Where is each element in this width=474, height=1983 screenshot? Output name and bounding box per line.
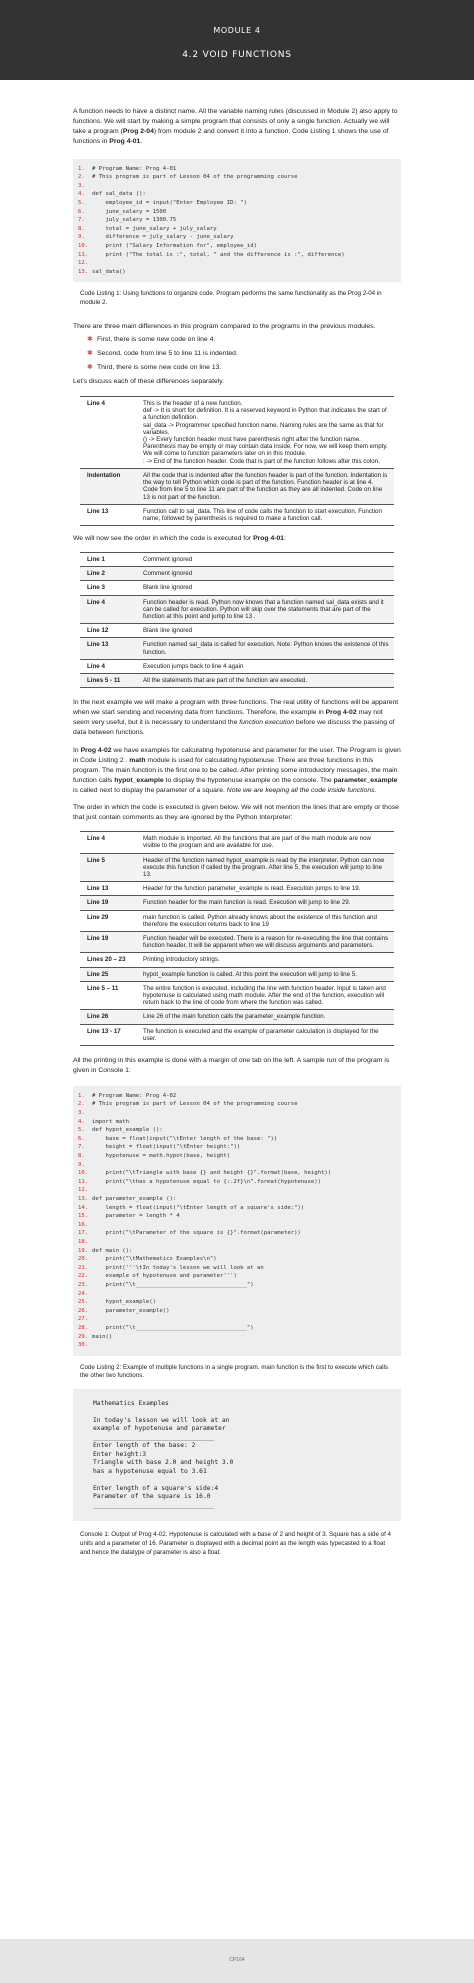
code-text: print ("The total is :", total, " and the difference is :", difference): [92, 251, 345, 258]
code-text: hypotenuse = math.hypot(base, height): [92, 1153, 231, 1160]
code-text: main(): [92, 1333, 113, 1340]
console-line: Parameter of the square is 16.0: [93, 1493, 211, 1501]
row-description: Printing introductory strings.: [138, 953, 394, 967]
main-content: [0, 80, 474, 1557]
code-text: [92, 1238, 95, 1247]
row-key: Line 19: [80, 896, 138, 910]
code-line: [78, 216, 396, 225]
code-text: print ("Salary Information for", employee_id): [92, 242, 258, 249]
row-key: Indentation: [80, 468, 138, 504]
code-line: [78, 1178, 396, 1187]
row-key: Line 13: [80, 504, 138, 525]
code-text: difference = july_salary - june_salary: [92, 234, 234, 241]
code-text: employee_id = input("Enter Employee ID: "): [92, 200, 247, 206]
table-row: [80, 853, 394, 882]
code-line: [78, 1272, 396, 1281]
console-output: [73, 1389, 401, 1522]
code-line: [78, 1092, 396, 1101]
line-number: 6.: [78, 208, 85, 215]
difference-text: Third, there is some new code on line 13.: [97, 364, 222, 372]
next-example-paragraph: In the next example we will make a program with three functions. The real utility of functions will be apparent when we start sending and receiving data from functions. Therefore, the example in Prog 4-02 may not seem very useful, but it is necessary to understand the function execution before we discuss the passing of data between functions.: [73, 699, 399, 736]
code-text: [92, 1186, 95, 1195]
code-line: [78, 1324, 396, 1333]
code-line: [78, 1290, 396, 1299]
difference-item: [87, 349, 474, 359]
code-text: parameter_example(): [92, 1307, 170, 1314]
code-listing-1: [73, 159, 401, 283]
code-listing-1-caption: Code Listing 1: Using functions to organize code. Program performs the same functionality as the Prog 2-04 in module 2.: [80, 290, 382, 306]
line-number: 5.: [78, 1127, 85, 1134]
difference-item: [87, 335, 474, 345]
line-number: 1.: [78, 165, 85, 172]
code-text: print("\t_________________________________"): [92, 1324, 254, 1331]
code-line: [78, 1152, 396, 1161]
row-key: Line 25: [80, 967, 138, 981]
code-listing-2-caption: Code Listing 2: Example of multiple functions in a single program. main function is the first to execute which calls the other two functions.: [80, 1363, 389, 1380]
line-number: 2.: [78, 1101, 85, 1108]
console-line: [93, 1408, 381, 1417]
row-key: Line 3: [80, 581, 138, 595]
code-text: def sal_data ():: [92, 191, 146, 198]
code-line: [78, 1229, 396, 1238]
code-line: [78, 1186, 396, 1195]
row-key: Line 19: [80, 932, 138, 953]
table-row: [80, 659, 394, 673]
code-line: [78, 1281, 396, 1290]
line-number: 22.: [78, 1273, 89, 1280]
line-number: 14.: [78, 1204, 89, 1211]
line-number: 9.: [78, 1161, 85, 1168]
row-description: Header of the function named hypot_example is read by the interpreter. Python can now execute this function if called by the program. After line 5, the execution will jump to line 13.: [138, 853, 394, 882]
line-number: 7.: [78, 217, 85, 224]
code-text: [92, 1109, 95, 1118]
line-number: 5.: [78, 200, 85, 206]
table-row: [80, 674, 394, 688]
line-number: 9.: [78, 234, 85, 241]
table-row: [80, 553, 394, 567]
console-line: example of hypotenuse and parameter: [93, 1425, 226, 1433]
code-line: [78, 190, 396, 199]
module-header: [0, 0, 474, 80]
code-line: [78, 1204, 396, 1213]
row-key: Line 2: [80, 567, 138, 581]
intro-paragraph: A function needs to have a distinct name. All the variable naming rules (discussed in Module 2) also apply to functions. We will start by making a simple program that consists of only a single function. Actually we will take a program (Prog 2-04) from module 2 and convert it into a function. Code Listing 1 shows the use of functions in Prog 4-01.: [73, 108, 398, 145]
row-description: This is the header of a new function. def -> It is short for definition. It is a reserved keyword in Python that indicates the start of a function definition. sal_data -> Programmer specified function name. Naming rules are the same as that for variables. () -> Every function header must have parenthesis right after the function name. Parenthesis may be empty or may contain data inside. For now, we will keep them empty. We will come to function parameters later on in this module. : -> End of the function header. Code that is part of the function follows after this colon.: [138, 397, 394, 469]
row-key: Line 4: [80, 659, 138, 673]
table-row: [80, 832, 394, 853]
code-text: example of hypotenuse and parameter'''): [92, 1273, 237, 1280]
code-line: [78, 1221, 396, 1230]
row-key: Line 26: [80, 1010, 138, 1024]
console-line: [93, 1476, 381, 1485]
code-line: [78, 1118, 396, 1127]
execution-order-intro: We will now see the order in which the code is executed for Prog 4-01:: [73, 535, 286, 543]
code-text: parameter = length * 4: [92, 1213, 180, 1220]
line-number: 17.: [78, 1230, 89, 1237]
line-number: 18.: [78, 1238, 89, 1245]
line-number: 8.: [78, 1153, 85, 1160]
row-description: All the code that is indented after the function header is part of the function. Indentation is the way to tell Python which code is part of the function. Function header is at line 4. Code from line 5 to line 11 are part of the function as they are all indented. Code on line 13 is not part of the function.: [138, 468, 394, 504]
table-row: [80, 595, 394, 624]
table-row: [80, 882, 394, 896]
code-text: print("\tMathematics Examples\n"): [92, 1256, 217, 1263]
row-description: Function header for the main function is read. Execution will jump to line 29.: [138, 896, 394, 910]
row-description: Line 26 of the main function calls the parameter_example function.: [138, 1010, 394, 1024]
row-description: Blank line ignored: [138, 581, 394, 595]
code-line: [78, 1315, 396, 1324]
code-line: [78, 1247, 396, 1256]
row-description: The entire function is executed, including the line with function header. Input is taken and hypotenuse is calculated using math module. After the end of the function, execution will return back to the line of code from where the function was called.: [138, 981, 394, 1010]
line-number: 3.: [78, 1110, 85, 1117]
row-key: Line 13: [80, 882, 138, 896]
table-row: [80, 397, 394, 469]
line-number: 30.: [78, 1342, 89, 1349]
table-row: [80, 910, 394, 931]
discuss-intro: Let's discuss each of these differences separately.: [73, 378, 225, 386]
section-title: 4.2 VOID FUNCTIONS: [182, 50, 292, 60]
code-text: print("\t_________________________________"): [92, 1281, 254, 1288]
code-line: [78, 1238, 396, 1247]
differences-intro: There are three main differences in this program compared to the programs in the previous modules.: [73, 322, 376, 330]
line-number: 4.: [78, 1118, 85, 1125]
code-line: [78, 165, 396, 174]
differences-table: [80, 396, 394, 526]
code-text: print("\tParameter of the square is {}".format(parameter)): [92, 1230, 301, 1237]
code-text: # This program is part of Lesson 04 of the programming course: [92, 174, 298, 181]
table-row: [80, 638, 394, 659]
table-row: [80, 932, 394, 953]
line-number: 20.: [78, 1256, 89, 1263]
code-text: print('''\tIn today's lesson we will look at an: [92, 1264, 264, 1271]
code-line: [78, 233, 396, 242]
row-key: Line 13: [80, 638, 138, 659]
console-line: ________________________________: [93, 1433, 215, 1441]
console-line: In today's lesson we will look at an: [93, 1416, 230, 1424]
intro-section: [73, 107, 401, 147]
console-line: Enter length of a square's side:4: [93, 1484, 219, 1492]
row-key: Lines 5 - 11: [80, 674, 138, 688]
line-number: 10.: [78, 1170, 89, 1177]
row-description: Comment ignored: [138, 553, 394, 567]
execution-order-table-1: [80, 552, 394, 688]
code-text: print("\thas a hypotenuse equal to {:.2f}\n".format(hypotenuse)): [92, 1178, 322, 1185]
console-caption: Console 1: Output of Prog 4-02. Hypotenuse is calculated with a base of 2 and height of 3. Square has a side of 4 units and a parameter of 16. Parameter is displayed with a decimal point as the length was typecasted to a float and hence the datatype of parameter is also a float.: [80, 1531, 391, 1556]
code-text: sal_data(): [92, 268, 126, 275]
table-row: [80, 504, 394, 525]
console-line: has a hypotenuse equal to 3.61: [93, 1467, 207, 1475]
code-text: [92, 1341, 95, 1350]
line-number: 16.: [78, 1221, 89, 1228]
code-text: # Program Name: Prog 4-01: [92, 165, 177, 172]
row-key: Line 4: [80, 832, 138, 853]
code-text: [92, 182, 95, 191]
code-line: [78, 225, 396, 234]
code-text: def main ():: [92, 1247, 133, 1254]
row-key: Line 5: [80, 853, 138, 882]
code-line: [78, 1264, 396, 1273]
row-key: Lines 20 – 23: [80, 953, 138, 967]
code-text: # Program Name: Prog 4-02: [92, 1092, 177, 1099]
code-line: [78, 182, 396, 191]
line-number: 4.: [78, 191, 85, 198]
code-text: length = float(input("\tEnter length of a square's side:")): [92, 1204, 305, 1211]
table-row: [80, 581, 394, 595]
difference-text: First, there is some new code on line 4.: [97, 336, 216, 344]
code-text: base = float(input("\tEnter length of the base: ")): [92, 1135, 278, 1142]
star-bullet-icon: ✱: [87, 336, 93, 344]
row-description: Function header will be executed. There is a reason for re-executing the line that contains function header. It will be apparent when we will discuss arguments and parameters.: [138, 932, 394, 953]
line-number: 25.: [78, 1299, 89, 1306]
code-text: [92, 1221, 95, 1230]
line-number: 12.: [78, 1187, 89, 1194]
console-line: ________________________________: [93, 1501, 215, 1509]
line-number: 23.: [78, 1281, 89, 1288]
row-description: All the statements that are part of the function are executed.: [138, 674, 394, 688]
code-text: # This program is part of Lesson 04 of the programming course: [92, 1101, 298, 1108]
row-description: Math module is imported. All the functions that are part of the math module are now visible to the program and are available for use.: [138, 832, 394, 853]
table-row: [80, 624, 394, 638]
line-number: 24.: [78, 1290, 89, 1297]
star-bullet-icon: ✱: [87, 350, 93, 358]
prog-4-02-paragraph: In Prog 4-02 we have examples for calculating hypotenuse and parameter for the user. The Program is given in Code Listing 2 . math module is used for calculating hypotenuse. There are three functions in this program. The main function is the first one to be called. After printing some introductory messages, the main function calls hypot_example to display the hypotenuse example on the console. The parameter_example is called next to display the parameter of a square. Note we are keeping all the code inside functions.: [73, 746, 401, 794]
difference-text: Second, code from line 5 to line 11 is indented.: [97, 350, 238, 358]
code-line: [78, 268, 396, 277]
line-number: 7.: [78, 1144, 85, 1151]
code-text: [92, 1161, 95, 1170]
row-key: Line 1: [80, 553, 138, 567]
star-bullet-icon: ✱: [87, 364, 93, 372]
line-number: 11.: [78, 251, 89, 258]
line-number: 13.: [78, 268, 89, 275]
table-row: [80, 567, 394, 581]
row-description: Execution jumps back to line 4 again: [138, 659, 394, 673]
code-text: import math: [92, 1118, 130, 1125]
console-line: Mathematics Examples: [93, 1399, 169, 1407]
code-text: [92, 1290, 95, 1299]
footer-page-label: CP164: [229, 1957, 245, 1963]
code-line: [78, 1333, 396, 1342]
row-description: hypot_example function is called. At this point the execution will jump to line 5.: [138, 967, 394, 981]
line-number: 12.: [78, 260, 89, 267]
code-line: [78, 1298, 396, 1307]
execution-order-table-2: [80, 831, 394, 1046]
table-row: [80, 468, 394, 504]
code-text: total = june_salary + july_salary: [92, 225, 217, 232]
code-line: [78, 259, 396, 268]
code-line: [78, 1100, 396, 1109]
line-number: 15.: [78, 1213, 89, 1220]
line-number: 28.: [78, 1324, 89, 1331]
code-text: height = float(input("\tEnter height:")): [92, 1144, 241, 1151]
line-number: 10.: [78, 242, 89, 249]
row-description: Function header is read. Python now knows that a function named sal_data exists and it can be called for execution. Python will skip over the statements that are part of the function at this point and jump to line 13 .: [138, 595, 394, 624]
code-text: june_salary = 1500: [92, 208, 167, 215]
line-number: 6.: [78, 1135, 85, 1142]
code-line: [78, 1109, 396, 1118]
differences-list: [87, 335, 474, 373]
code-text: def hypot_example ():: [92, 1127, 163, 1134]
line-number: 2.: [78, 174, 85, 181]
code-text: print("\tTriangle with base {} and height {}".format(base, height)): [92, 1170, 332, 1177]
console-line: Triangle with base 2.0 and height 3.0: [93, 1459, 234, 1467]
row-key: Line 13 - 17: [80, 1024, 138, 1045]
code-line: [78, 1169, 396, 1178]
code-line: [78, 1135, 396, 1144]
code-line: [78, 251, 396, 260]
code-line: [78, 1143, 396, 1152]
code-line: [78, 173, 396, 182]
line-number: 21.: [78, 1264, 89, 1271]
line-number: 8.: [78, 225, 85, 232]
page-footer: [0, 1939, 474, 1983]
row-description: Header for the function parameter_example is read. Execution jumps to line 19.: [138, 882, 394, 896]
line-number: 3.: [78, 182, 85, 189]
row-key: Line 5 – 11: [80, 981, 138, 1010]
code-line: [78, 242, 396, 251]
code-line: [78, 1341, 396, 1350]
table-row: [80, 953, 394, 967]
row-description: Function call to sal_data. This line of code calls the function to start execution. Function name, followed by parenthesis is required to make a function call.: [138, 504, 394, 525]
line-number: 13.: [78, 1196, 89, 1203]
table-row: [80, 981, 394, 1010]
code-line: [78, 1195, 396, 1204]
code-line: [78, 199, 396, 208]
code-line: [78, 1212, 396, 1221]
line-number: 29.: [78, 1333, 89, 1340]
line-number: 1.: [78, 1092, 85, 1099]
module-label: MODULE 4: [213, 26, 261, 35]
row-key: Line 4: [80, 397, 138, 469]
code-line: [78, 1161, 396, 1170]
table-row: [80, 896, 394, 910]
line-number: 19.: [78, 1247, 89, 1254]
row-description: Blank line ignored: [138, 624, 394, 638]
table-row: [80, 1024, 394, 1045]
printing-paragraph: All the printing in this example is done with a margin of one tab on the left. A sample run of the program is given in Console 1:: [73, 1057, 390, 1074]
row-description: Comment ignored: [138, 567, 394, 581]
console-line: Enter height:3: [93, 1450, 147, 1458]
row-key: Line 12: [80, 624, 138, 638]
row-description: main function is called. Python already knows about the existence of this function and therefore the execution returns back to line 19: [138, 910, 394, 931]
code-text: def parameter_example ():: [92, 1196, 177, 1203]
table-row: [80, 1010, 394, 1024]
line-number: 11.: [78, 1178, 89, 1185]
table-row: [80, 967, 394, 981]
code-text: [92, 1315, 95, 1324]
execution-order-2-intro: The order in which the code is executed is given below. We will not mention the lines that are empty or those that just contain comments as they are ignored by the Python Interpreter:: [73, 804, 399, 822]
difference-item: [87, 363, 474, 373]
line-number: 27.: [78, 1316, 89, 1323]
code-line: [78, 1126, 396, 1135]
line-number: 26.: [78, 1307, 89, 1314]
row-description: Function named sal_data is called for execution. Note: Python knows the existence of this function.: [138, 638, 394, 659]
console-line: Enter length of the base: 2: [93, 1442, 196, 1450]
code-text: july_salary = 1300.75: [92, 217, 177, 224]
code-line: [78, 1307, 396, 1316]
row-key: Line 29: [80, 910, 138, 931]
code-line: [78, 1255, 396, 1264]
row-description: The function is executed and the example of parameter calculation is displayed for the user.: [138, 1024, 394, 1045]
code-line: [78, 208, 396, 217]
code-listing-2: [73, 1086, 401, 1356]
row-key: Line 4: [80, 595, 138, 624]
code-text: [92, 259, 95, 268]
code-text: hypot_example(): [92, 1299, 156, 1306]
